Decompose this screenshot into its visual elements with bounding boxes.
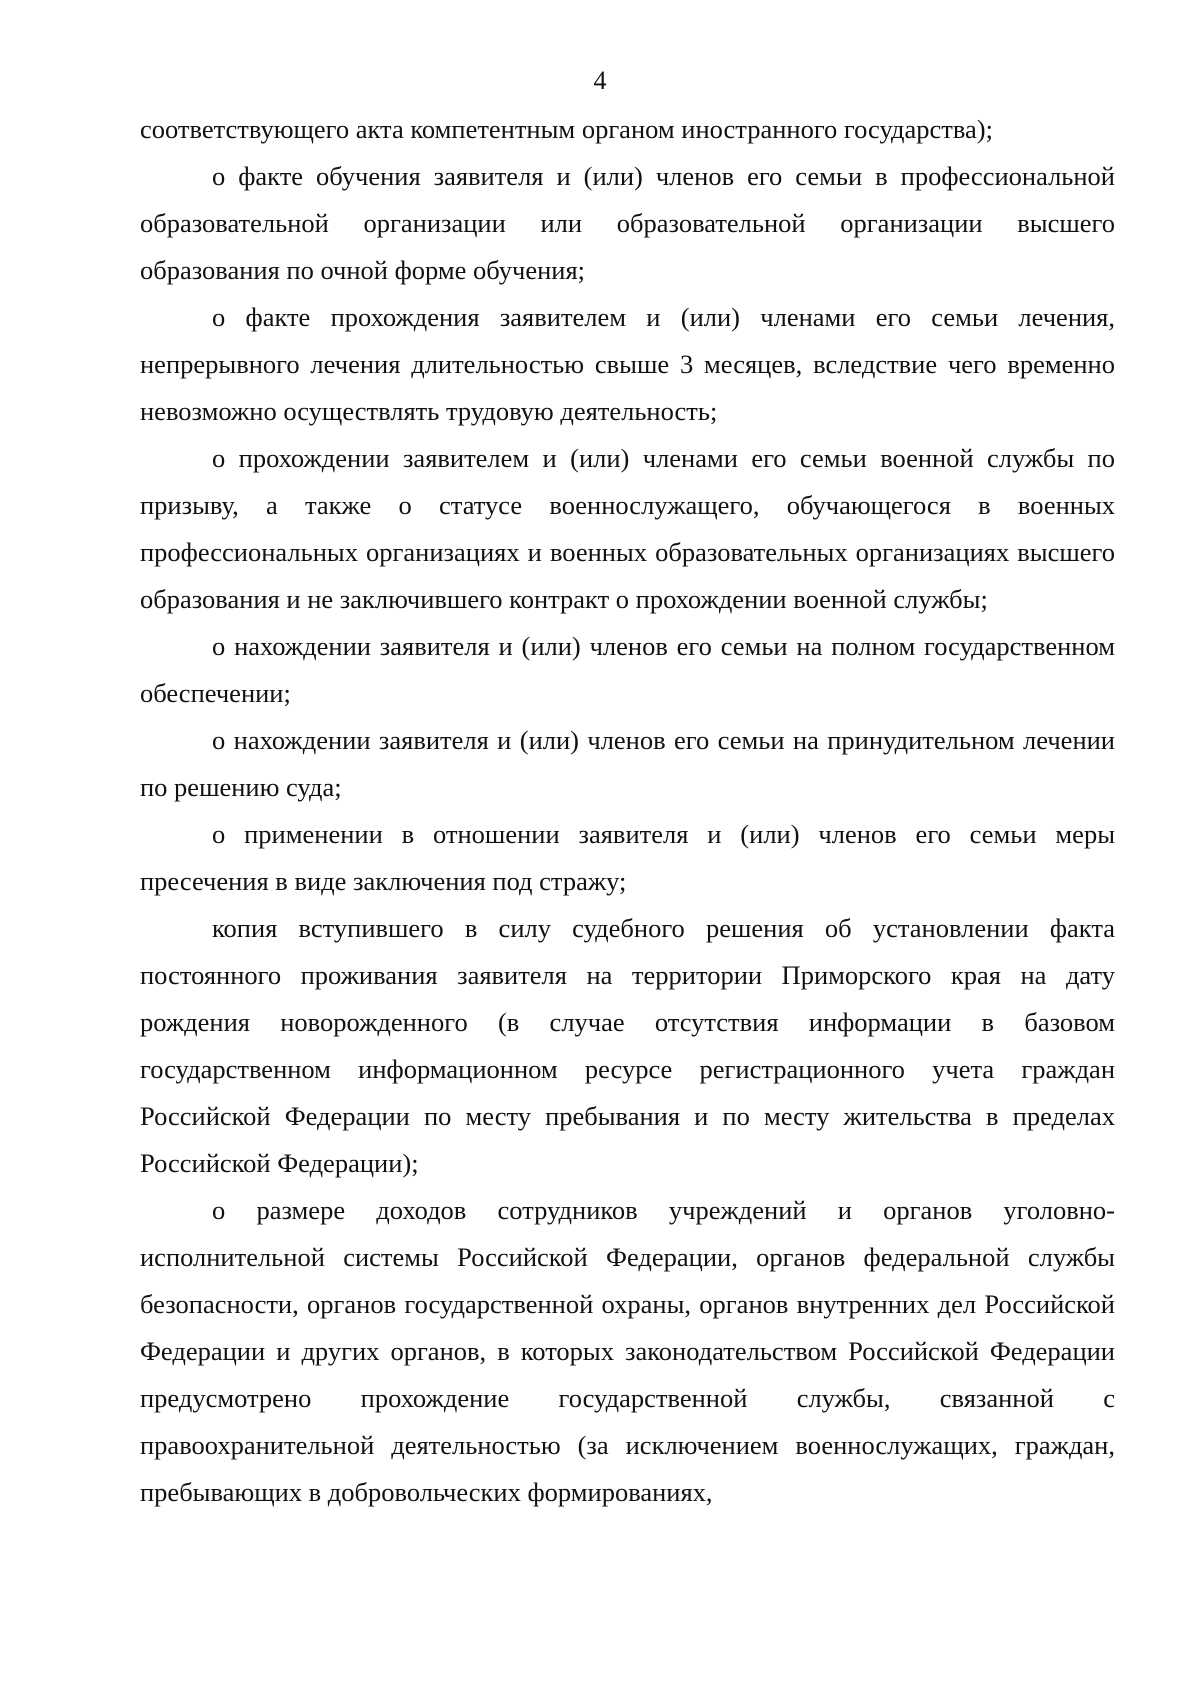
document-body — [140, 106, 1115, 1516]
paragraph-court-decision: копия вступившего в силу судебного решения об установлении факта постоянного проживания заявителя на территории Приморского края на дату рождения новорожденного (в случае отсутствия информации в базовом государственном информационном ресурсе регистрационного учета граждан Российской Федерации по месту пребывания и по месту жительства в пределах Российской Федерации); — [140, 913, 1115, 1178]
paragraph-income: о размере доходов сотрудников учреждений и органов уголовно-исполнительной системы Российской Федерации, органов федеральной службы безопасности, органов государственной охраны, органов внутренних дел Российской Федерации и других органов, в которых законодательством Российской Федерации предусмотрено прохождение государственной службы, связанной с правоохранительной деятельностью (за исключением военнослужащих, граждан, пребывающих в добровольческих формированиях, — [140, 1195, 1115, 1507]
paragraph-state-support: о нахождении заявителя и (или) членов его семьи на полном государственном обеспечении; — [140, 631, 1115, 708]
paragraph-detention: о применении в отношении заявителя и (или) членов его семьи меры пресечения в виде заключения под стражу; — [140, 819, 1115, 896]
paragraph-medical-treatment: о факте прохождения заявителем и (или) членами его семьи лечения, непрерывного лечения длительностью свыше 3 месяцев, вследствие чего временно невозможно осуществлять трудовую деятельность; — [140, 302, 1115, 426]
page-number: 4 — [593, 66, 607, 95]
paragraph-compulsory-treatment: о нахождении заявителя и (или) членов его семьи на принудительном лечении по решению суда; — [140, 725, 1115, 802]
paragraph-education: о факте обучения заявителя и (или) членов его семьи в профессиональной образовательной организации или образовательной организации высшего образования по очной форме обучения; — [140, 161, 1115, 285]
paragraph-military-service: о прохождении заявителем и (или) членами его семьи военной службы по призыву, а также о статусе военнослужащего, обучающегося в военных профессиональных организациях и военных образовательных организациях высшего образования и не заключившего контракт о прохождении военной службы; — [140, 443, 1115, 614]
paragraph-continuation: соответствующего акта компетентным органом иностранного государства); — [140, 114, 993, 144]
